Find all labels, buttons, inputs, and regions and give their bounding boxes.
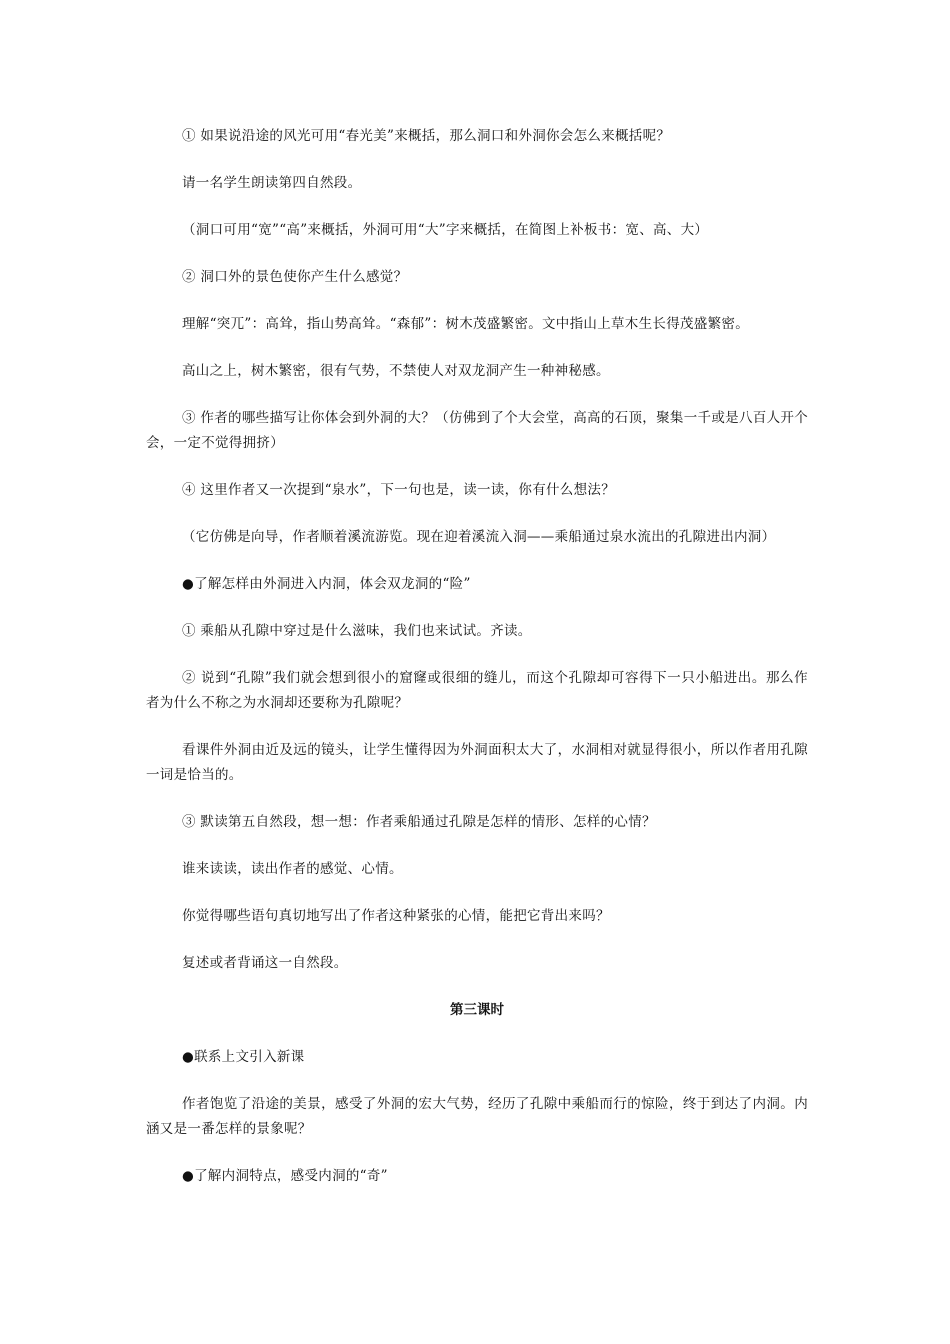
paragraph: ③ 作者的哪些描写让你体会到外洞的大？（仿佛到了个大会堂，高高的石顶，聚集一千或是八百人开个会，一定不觉得拥挤） (146, 410, 808, 451)
paragraph: ② 洞口外的景色使你产生什么感觉？ (182, 269, 408, 285)
section-heading: 第三课时 (450, 1002, 504, 1018)
bullet-heading: ●了解内洞特点，感受内洞的“奇” (182, 1168, 388, 1184)
paragraph: （它仿佛是向导，作者顺着溪流游览。现在迎着溪流入洞——乘船通过泉水流出的孔隙进出内洞） (182, 529, 776, 545)
paragraph: 你觉得哪些语句真切地写出了作者这种紧张的心情，能把它背出来吗？ (182, 908, 610, 924)
paragraph: ③ 默读第五自然段，想一想：作者乘船通过孔隙是怎样的情形、怎样的心情？ (182, 814, 656, 830)
paragraph: ④ 这里作者又一次提到“泉水”，下一句也是，读一读，你有什么想法？ (182, 482, 615, 498)
bullet-heading: ●联系上文引入新课 (182, 1049, 305, 1065)
paragraph: 理解“突兀”：高耸，指山势高耸。“森郁”：树木茂盛繁密。文中指山上草木生长得茂盛繁密。 (182, 316, 750, 332)
paragraph: ① 如果说沿途的风光可用“春光美”来概括，那么洞口和外洞你会怎么来概括呢？ (182, 128, 671, 144)
paragraph: 看课件外洞由近及远的镜头，让学生懂得因为外洞面积太大了，水洞相对就显得很小，所以作者用孔隙一词是恰当的。 (146, 742, 808, 783)
paragraph: 作者饱览了沿途的美景，感受了外洞的宏大气势，经历了孔隙中乘船而行的惊险，终于到达了内洞。内涵又是一番怎样的景象呢？ (146, 1096, 808, 1137)
paragraph: ② 说到“孔隙”我们就会想到很小的窟窿或很细的缝儿，而这个孔隙却可容得下一只小船进出。那么作者为什么不称之为水洞却还要称为孔隙呢？ (146, 670, 808, 711)
paragraph: （洞口可用“宽”“高”来概括，外洞可用“大”字来概括，在简图上补板书：宽、高、大） (182, 222, 709, 238)
paragraph: 谁来读读，读出作者的感觉、心情。 (182, 861, 403, 877)
paragraph: ① 乘船从孔隙中穿过是什么滋味，我们也来试试。齐读。 (182, 623, 532, 639)
document-body (146, 124, 808, 1211)
paragraph: 请一名学生朗读第四自然段。 (182, 175, 362, 191)
paragraph: 高山之上，树木繁密，很有气势，不禁使人对双龙洞产生一种神秘感。 (182, 363, 610, 379)
bullet-heading: ●了解怎样由外洞进入内洞，体会双龙洞的“险” (182, 576, 471, 592)
paragraph: 复述或者背诵这一自然段。 (182, 955, 348, 971)
